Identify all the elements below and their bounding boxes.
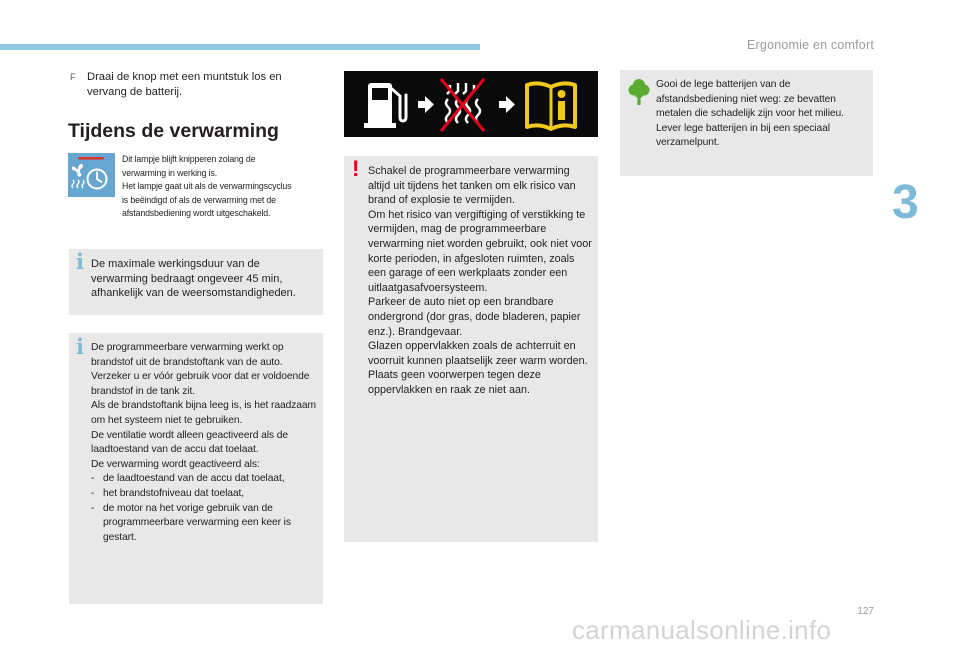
fuel-pump-icon <box>364 83 406 128</box>
info-text: De programmeerbare verwarming werkt op brandstof uit de brandstoftank van de auto. Verzeker u er vóór gebruik voor dat er voldoende brandstof in de tank zit. Als de brandstoftank bijna leeg is, is het raadzaam om het systeem niet te gebruiken. De ventilatie wordt alleen geactiveerd als de laadtoestand van de accu dat toelaat. De verwarming wordt geactiveerd als: <box>91 342 316 470</box>
list-item-text: de laadtoestand van de accu dat toelaat, <box>103 473 285 485</box>
step-instruction <box>70 70 320 100</box>
section-heading: Tijdens de verwarming <box>68 120 279 142</box>
tree-icon <box>628 78 650 111</box>
environment-text: Gooi de lege batterijen van de afstandsbediening niet weg: ze bevatten metalen die schadelijk zijn voor het milieu. Lever lege batterijen in bij een speciaal verzamelpunt. <box>656 79 844 149</box>
arrow-icon <box>499 96 515 113</box>
list-dash: - <box>91 473 95 485</box>
warning-text: Schakel de programmeerbare verwarming altijd uit tijdens het tanken om elk risico van brand of explosie te vermijden. Om het risico van vergiftiging of verstikking te vermijden, mag de programmeerbare verwarming niet worden gebruikt, ook niet voor korte perioden, in afgesloten ruimten, zoals een garage of een werkplaats zonder een uitlaatgasafvoersysteem. Parkeer de auto niet op een brandbare ondergrond (dor gras, dode bladeren, papier enz.). Brandgevaar. Glazen oppervlakken zoals de achterruit en voorruit kunnen plaatselijk zeer warm worden. Plaats geen voorwerpen tegen deze oppervlakken en raak ze niet aan. <box>368 165 592 396</box>
chapter-number: 3 <box>892 176 919 229</box>
list-item-text: het brandstofniveau dat toelaat, <box>103 487 245 499</box>
info-box-duration <box>69 249 323 315</box>
step-text: Draai de knop met een muntstuk los en vervang de batterij. <box>87 71 282 98</box>
list-item <box>91 502 317 546</box>
manual-book-icon <box>527 83 575 129</box>
watermark: carmanualsonline.info <box>572 615 832 645</box>
section-title: Ergonomie en comfort <box>747 38 874 52</box>
info-icon: i <box>76 249 84 274</box>
lamp-line: Het lampje gaat uit als de verwarmingscyclus <box>122 181 292 191</box>
list-dash: - <box>91 487 95 499</box>
heating-indicator-icon <box>68 153 115 197</box>
info-text: De maximale werkingsduur van de verwarming bedraagt ongeveer 45 min, afhankelijk van de weersomstandigheden. <box>91 258 296 299</box>
lamp-line: is beëindigd of als de verwarming met de <box>122 194 276 205</box>
page-number: 127 <box>857 606 874 617</box>
step-bullet-icon: F <box>70 72 76 82</box>
indicator-lamp-text <box>122 153 332 221</box>
info-body <box>91 341 317 545</box>
list-item <box>91 472 317 487</box>
info-icon: i <box>76 334 84 359</box>
warning-exclamation-icon: ! <box>352 156 360 181</box>
warning-box <box>344 156 598 542</box>
refuel-warning-banner <box>344 71 598 137</box>
heater-crossed-icon <box>441 79 484 131</box>
list-dash: - <box>91 502 95 514</box>
lamp-line: verwarming in werking is. <box>122 167 218 178</box>
lamp-line: afstandsbediening wordt uitgeschakeld. <box>122 208 271 218</box>
lamp-line: Dit lampje blijft knipperen zolang de <box>122 154 256 164</box>
arrow-icon <box>418 96 434 113</box>
list-item <box>91 487 317 502</box>
header-accent-bar <box>0 44 480 50</box>
environment-box <box>620 70 873 176</box>
info-box-fuel <box>69 333 323 604</box>
list-item-text: de motor na het vorige gebruik van de programmeerbare verwarming een keer is gestart. <box>103 502 291 543</box>
